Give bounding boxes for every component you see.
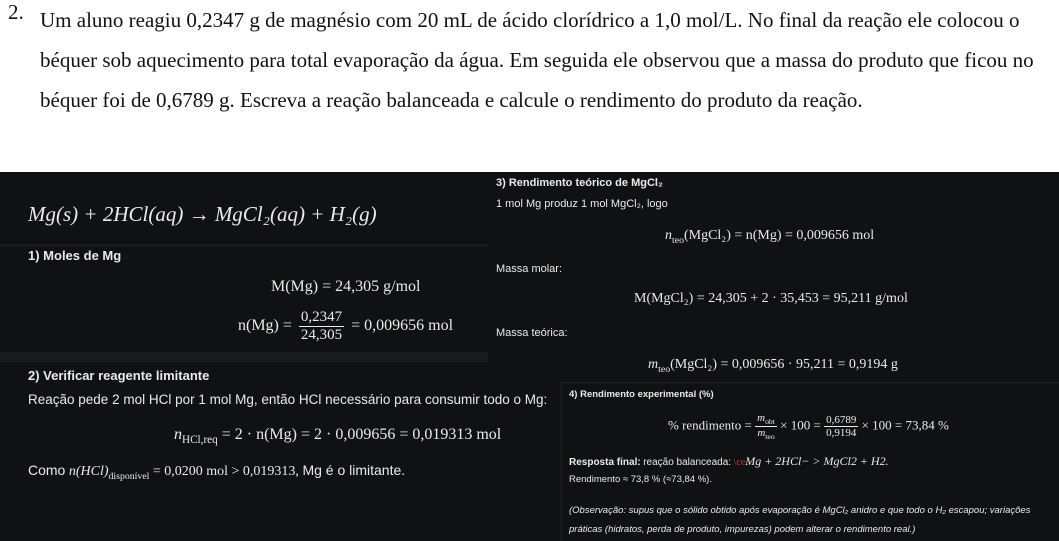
yield-den-value: 0,9194 [826, 427, 857, 440]
solution-panel [0, 172, 1059, 541]
yield-lhs: % rendimento = [668, 417, 752, 433]
yield-mid: × 100 = [780, 417, 821, 433]
moles-fraction [299, 309, 344, 344]
m-teo-symbol: m [648, 357, 659, 372]
yield-result: × 100 = 73,84 % [861, 417, 949, 433]
theoretical-heading: 3) Rendimento teórico de MgCl₂ [496, 177, 663, 189]
molar-mass-label: Massa molar: [496, 263, 563, 275]
conclusion-n: n(HCl) [68, 464, 109, 479]
observation-note: (Observação: supus que o sólido obtido após evaporação é MgCl₂ anidro e que todo o H₂ escapou; variações práticas (hidratos, perda de produto, impurezas) podem alterar o rendimento real.) [569, 505, 1031, 535]
m-teo-sub: teo [658, 363, 671, 375]
final-answer [569, 454, 889, 469]
conclusion-suffix: Mg é o limitante. [302, 462, 406, 478]
hcl-req-sub: HCl,req [182, 434, 218, 447]
m-teo-result: (MgCl₂) = 0,009656 · 95,211 = 0,9194 g [670, 357, 898, 372]
reaction-equation: Mg(s) + 2HCl(aq) → MgCl₂(aq) + H₂(g) [28, 202, 377, 226]
hcl-required-eq [174, 426, 501, 446]
final-equation: Mg + 2HCl− > MgCl2 + H2. [745, 454, 889, 468]
final-text: reação balanceada: [643, 457, 732, 468]
moles-denominator: 24,305 [300, 327, 343, 343]
m-teo-eq [648, 357, 898, 375]
yield-num-sub: obt [765, 417, 775, 427]
latex-error: \ce [733, 457, 746, 468]
limiting-conclusion [28, 462, 405, 482]
question-number: 2. [8, 0, 24, 24]
final-label: Resposta final: [569, 457, 641, 468]
limiting-heading: 2) Verificar reagente limitante [28, 368, 210, 383]
yield-num-symbol: m [757, 412, 766, 424]
conclusion-math: = 0,0200 mol > 0,019313, [152, 464, 299, 479]
conclusion-sub: disponível [108, 470, 150, 482]
yield-den-symbol: m [757, 427, 766, 440]
mgcl2-molar-mass: M(MgCl₂) = 24,305 + 2 · 35,453 = 95,211 g/mol [634, 291, 908, 306]
yield-eq [668, 412, 949, 441]
n-teo-result: (MgCl₂) = n(Mg) = 0,009656 mol [683, 228, 875, 243]
moles-heading: 1) Moles de Mg [28, 248, 122, 263]
yield-fraction-symbolic [755, 412, 777, 441]
hcl-req-result: = 2 · n(Mg) = 2 · 0,009656 = 0,019313 mol [221, 426, 502, 443]
question-text: Um aluno reagiu 0,2347 g de magnésio com 20 mL de ácido clorídrico a 1,0 mol/L. No final da reação ele colocou o béquer sob aquecimento para total evaporação da água. Em seguida ele observou que a massa do produto que ficou no béquer foi de 0,6789 g. Escreva a reação balanceada e calcule o rendimento do produto da reação. [40, 8, 1034, 112]
experimental-heading: 4) Rendimento experimental (%) [569, 389, 714, 400]
n-teo-symbol: n [665, 228, 672, 243]
yield-num-value: 0,6789 [826, 414, 857, 427]
yield-den-sub: teo [765, 432, 775, 442]
mg-molar-mass: M(Mg) = 24,305 g/mol [271, 278, 421, 295]
hcl-req-symbol: n [174, 426, 182, 443]
n-teo-eq [665, 228, 874, 246]
moles-lhs: n(Mg) = [238, 317, 292, 335]
mg-moles-eq [238, 309, 453, 344]
question-block [0, 0, 1059, 172]
yield-fraction-numeric [824, 414, 858, 439]
moles-result: = 0,009656 mol [351, 317, 454, 335]
n-teo-sub: teo [672, 234, 684, 246]
final-yield: Rendimento ≈ 73,8 % (≈73,84 %). [569, 474, 712, 485]
moles-numerator: 0,2347 [300, 309, 343, 325]
conclusion-prefix: Como [28, 462, 66, 478]
mass-label: Massa teórica: [496, 327, 568, 339]
limiting-text: Reação pede 2 mol HCl por 1 mol Mg, então HCl necessário para consumir todo o Mg: [28, 392, 548, 407]
tile-limiting [0, 362, 560, 541]
theoretical-text: 1 mol Mg produz 1 mol MgCl₂, logo [496, 198, 668, 210]
